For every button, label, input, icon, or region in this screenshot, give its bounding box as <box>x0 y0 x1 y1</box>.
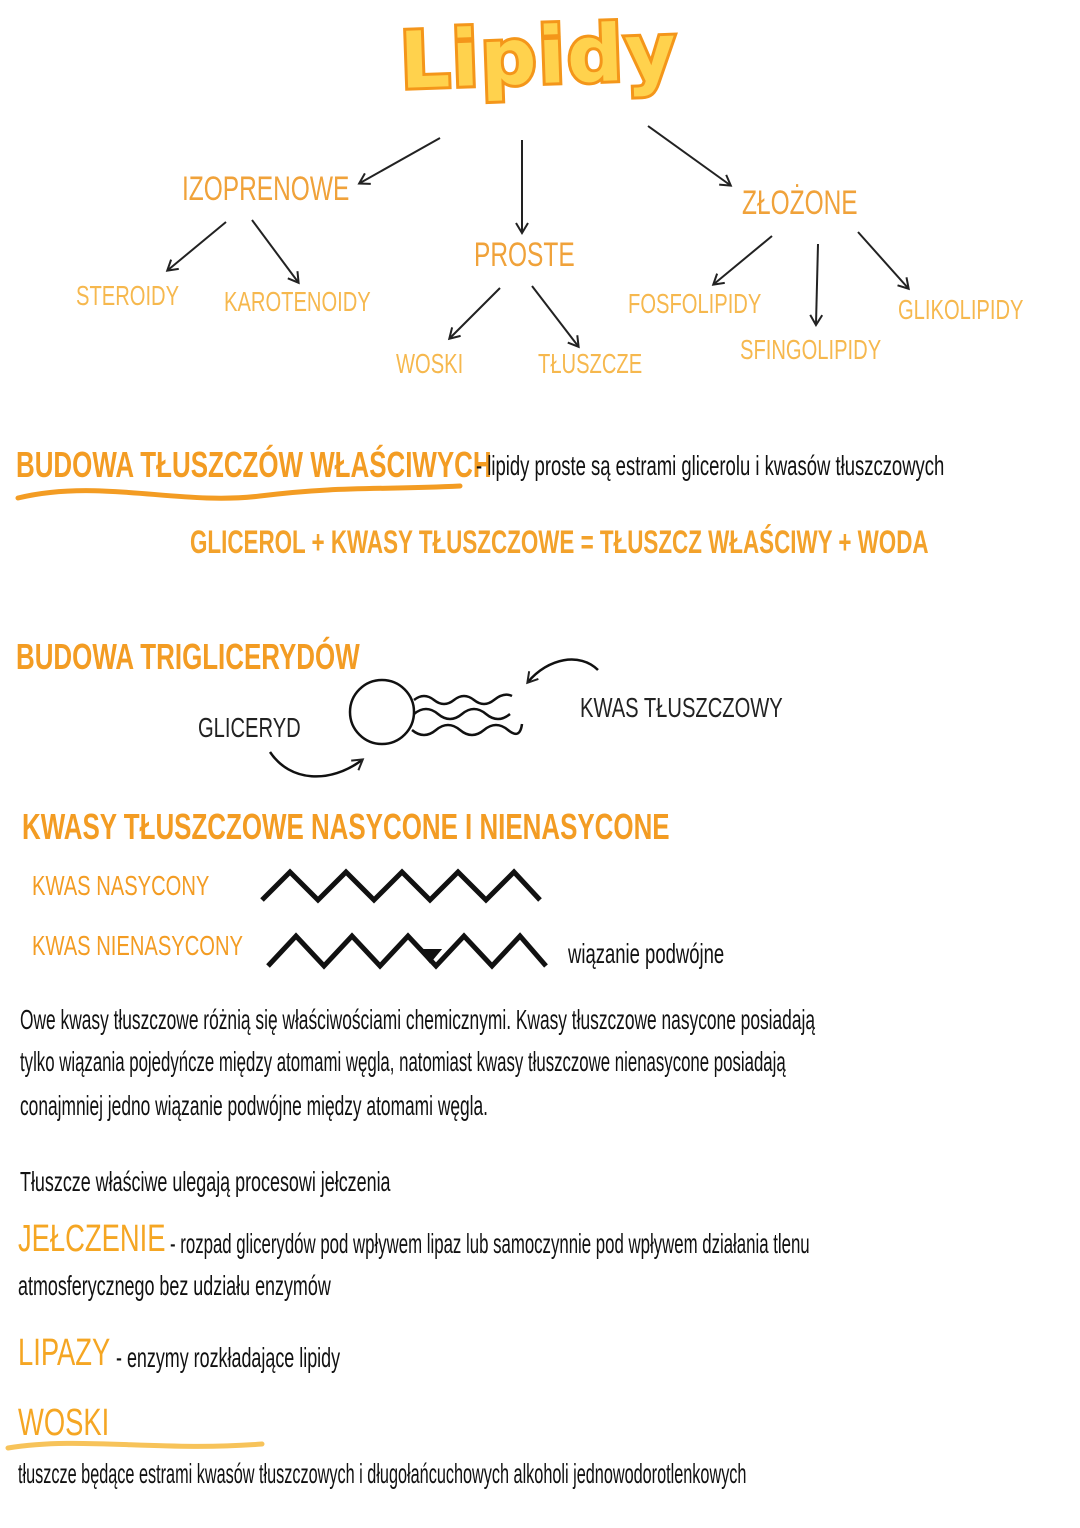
woski-term: WOSKI <box>18 1402 110 1444</box>
label-glikolipidy: GLIKOLIPIDY <box>898 294 1024 325</box>
jelczenie-definition-line2: atmosferycznego bez udziału enzymów <box>18 1270 331 1301</box>
jelczenie-intro: Tłuszcze właściwe ulegają procesowi jełczenia <box>20 1166 391 1197</box>
double-bond-mark <box>420 950 440 962</box>
kwasy-heading: KWASY TŁUSZCZOWE NASYCONE I NIENASYCONE <box>22 806 670 847</box>
wiazanie-label: wiązanie podwójne <box>568 938 725 969</box>
budowa-heading: BUDOWA TŁUSZCZÓW WŁAŚCIWYCH <box>16 444 492 485</box>
kwasy-paragraph-line3: conajmniej jedno wiązanie podwójne między atomami węgla. <box>20 1090 489 1121</box>
label-steroidy: STEROIDY <box>76 280 180 311</box>
triglicerydy-heading: BUDOWA TRIGLICERYDÓW <box>16 636 360 677</box>
kwas-nasycony-label: KWAS NASYCONY <box>32 870 210 901</box>
label-woski: WOSKI <box>396 348 464 379</box>
kwas-label: KWAS TŁUSZCZOWY <box>580 692 783 723</box>
saturated-chain <box>262 872 540 900</box>
jelczenie-term: JEŁCZENIE <box>18 1218 166 1260</box>
label-zlozone: ZŁOŻONE <box>742 184 858 222</box>
jelczenie-definition-line1: - rozpad glicerydów pod wpływem lipaz lub samoczynnie pod wpływem działania tlenu <box>170 1228 810 1259</box>
woski-definition: tłuszcze będące estrami kwasów tłuszczowych i długołańcuchowych alkoholi jednowodorotlenkowych <box>18 1458 747 1489</box>
label-izoprenowe: IZOPRENOWE <box>182 170 350 208</box>
page-title: Lipidy <box>398 7 680 107</box>
kwasy-paragraph-line2: tylko wiązania pojedyńcze między atomami węgla, natomiast kwasy tłuszczowe nienasycone posiadają <box>20 1046 786 1077</box>
label-fosfolipidy: FOSFOLIPIDY <box>628 288 762 319</box>
budowa-description: - lipidy proste są estrami glicerolu i kwasów tłuszczowych <box>476 450 945 481</box>
heading-underline <box>18 486 460 498</box>
label-karotenoidy: KAROTENOIDY <box>224 286 371 317</box>
label-tluszcze: TŁUSZCZE <box>538 348 643 379</box>
label-proste: PROSTE <box>474 236 575 274</box>
kwas-nienasycony-label: KWAS NIENASYCONY <box>32 930 243 961</box>
budowa-equation: GLICEROL + KWASY TŁUSZCZOWE = TŁUSZCZ WŁAŚCIWY + WODA <box>190 524 929 560</box>
label-sfingolipidy: SFINGOLIPIDY <box>740 334 882 365</box>
gliceryd-label: GLICERYD <box>198 712 301 743</box>
lipazy-term: LIPAZY <box>18 1332 111 1374</box>
lipazy-definition: - enzymy rozkładające lipidy <box>116 1342 341 1373</box>
kwasy-paragraph-line1: Owe kwasy tłuszczowe różnią się właściwościami chemicznymi. Kwasy tłuszczowe nasycone posiadają <box>20 1004 815 1035</box>
